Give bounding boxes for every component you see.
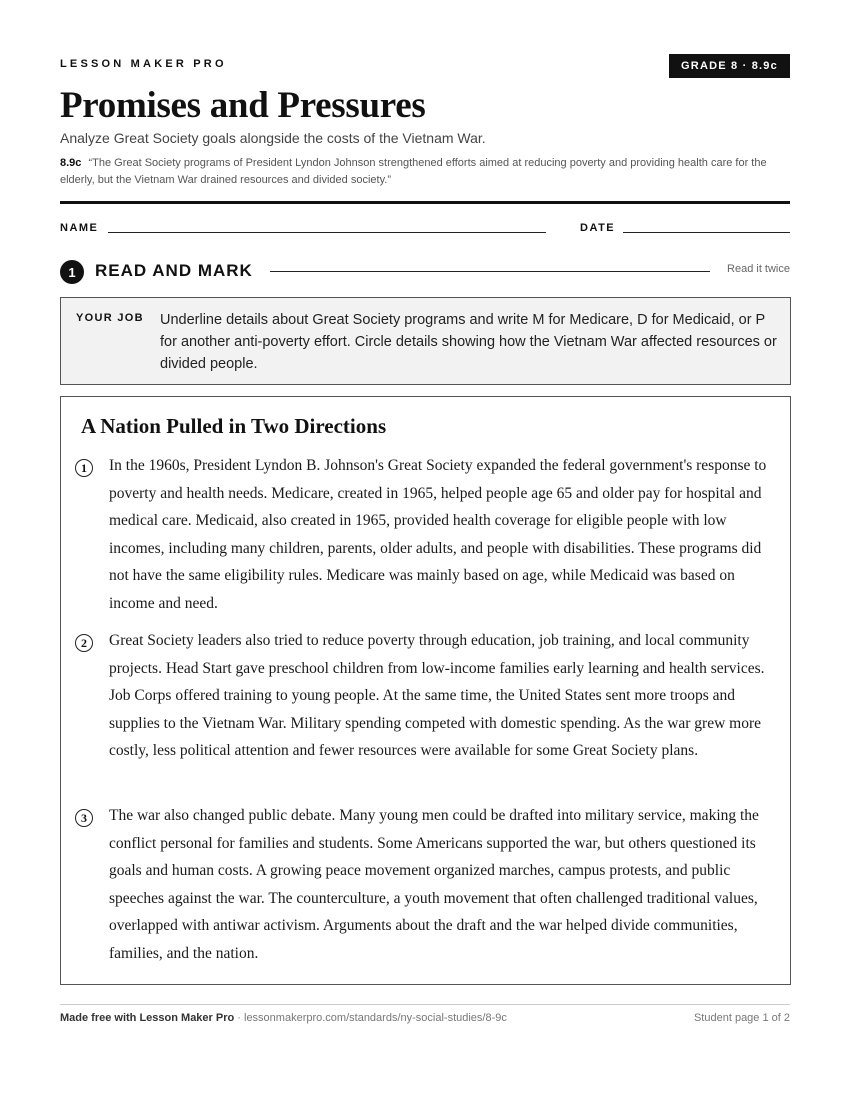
date-line[interactable] bbox=[623, 232, 790, 233]
paragraph-text: Great Society leaders also tried to reduce poverty through education, job training, and local community projects. Head Start gave preschool children from low-income families early learning and health services. Job Corps offered training to young people. At the same time, the United States sent more troops and supplies to the Vietnam War. Military spending competed with domestic spending. As the war grew more costly, less political attention and fewer resources were available for some Great Society plans. bbox=[109, 632, 765, 760]
brand-name: LESSON MAKER PRO bbox=[60, 58, 227, 70]
section-title: READ AND MARK bbox=[95, 261, 253, 280]
date-label: DATE bbox=[580, 222, 616, 234]
footer-url[interactable]: · lessonmakerpro.com/standards/ny-social-studies/8-9c bbox=[234, 1012, 507, 1024]
reading-passage bbox=[60, 396, 791, 985]
header-divider bbox=[60, 201, 790, 204]
paragraph-number: 3 bbox=[75, 809, 93, 827]
paragraph-3 bbox=[75, 802, 775, 968]
footer-made-with: Made free with Lesson Maker Pro bbox=[60, 1012, 235, 1024]
paragraph-1 bbox=[75, 452, 775, 618]
name-line[interactable] bbox=[108, 232, 546, 233]
name-label: NAME bbox=[60, 222, 99, 234]
step-number-badge: 1 bbox=[60, 260, 84, 284]
paragraph-2 bbox=[75, 627, 775, 765]
instructions-box bbox=[60, 297, 791, 385]
passage-title: A Nation Pulled in Two Directions bbox=[81, 414, 387, 438]
section-divider bbox=[270, 271, 710, 272]
paragraph-number: 2 bbox=[75, 634, 93, 652]
section-hint: Read it twice bbox=[727, 263, 790, 275]
grade-badge: GRADE 8 · 8.9c bbox=[669, 54, 790, 78]
standard-statement bbox=[60, 155, 790, 189]
footer-credit bbox=[60, 1012, 507, 1024]
footer-divider bbox=[60, 1004, 790, 1005]
footer-page-number: Student page 1 of 2 bbox=[693, 1012, 790, 1024]
instructions-label: YOUR JOB bbox=[76, 312, 144, 324]
page-subtitle: Analyze Great Society goals alongside the costs of the Vietnam War. bbox=[60, 130, 486, 146]
standard-code: 8.9c bbox=[60, 157, 82, 169]
instructions-text: Underline details about Great Society programs and write M for Medicare, D for Medicaid, or P for another anti-poverty effort. Circle details showing how the Vietnam War affected resources or divided people. bbox=[160, 312, 777, 372]
paragraph-text: In the 1960s, President Lyndon B. Johnson's Great Society expanded the federal government's response to poverty and health needs. Medicare, created in 1965, helped people age 65 and older pay for hospital and medical care. Medicaid, also created in 1965, provided health coverage for eligible people with low incomes, including many children, parents, older adults, and people with disabilities. These programs did not have the same eligibility rules. Medicare was mainly based on age, while Medicaid was based on income and need. bbox=[109, 457, 767, 612]
paragraph-number: 1 bbox=[75, 459, 93, 477]
page-title: Promises and Pressures bbox=[60, 85, 426, 126]
standard-text: “The Great Society programs of President Lyndon Johnson strengthened efforts aimed at reducing poverty and providing health care for the elderly, but the Vietnam War drained resources and divided society.” bbox=[60, 157, 767, 186]
paragraph-text: The war also changed public debate. Many young men could be drafted into military service, making the conflict personal for families and students. Some Americans supported the war, but others questioned its goals and human costs. A growing peace movement organized marches, campus protests, and public speeches against the war. The counterculture, a youth movement that often challenged traditional values, overlapped with antiwar activism. Arguments about the draft and the war helped divide communities, families, and the nation. bbox=[109, 807, 759, 962]
